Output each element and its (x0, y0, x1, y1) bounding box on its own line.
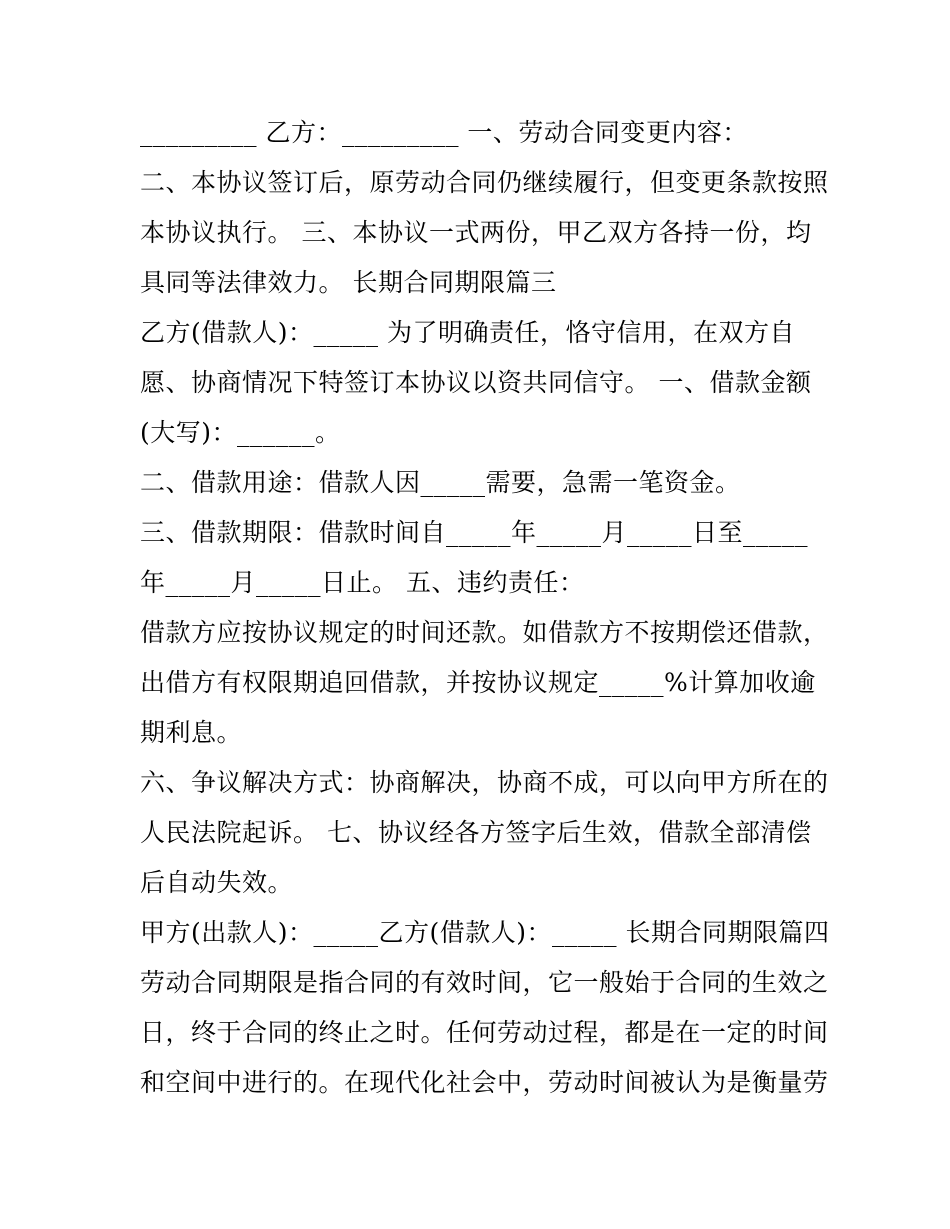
text-line: 本协议执行。 三、本协议一式两份，甲乙双方各持一份，均 (140, 218, 812, 247)
text-line: 借款方应按协议规定的时间还款。如借款方不按期偿还借款， (140, 618, 829, 647)
text-line: 具同等法律效力。 长期合同期限篇三 (140, 268, 557, 297)
text-line: 乙方(借款人)：_____ 为了明确责任，恪守信用，在双方自 (140, 318, 795, 347)
text-line: 甲方(出款人)：_____乙方(借款人)：_____ 长期合同期限篇四 (140, 918, 830, 947)
text-line: 年_____月_____日止。 五、违约责任： (140, 568, 585, 597)
document-body (140, 108, 830, 1108)
text-line: _________ 乙方：_________ 一、劳动合同变更内容： (140, 118, 748, 147)
text-line: 人民法院起诉。 七、协议经各方签字后生效，借款全部清偿 (140, 818, 812, 847)
text-line: (大写)：______。 (140, 418, 341, 447)
text-line: 和空间中进行的。在现代化社会中，劳动时间被认为是衡量劳 (140, 1068, 829, 1097)
text-line: 二、借款用途：借款人因_____需要，急需一笔资金。 (140, 468, 741, 497)
text-line: 劳动合同期限是指合同的有效时间，它一般始于合同的生效之 (140, 968, 829, 997)
text-line: 后自动失效。 (140, 868, 294, 897)
text-line: 愿、协商情况下特签订本协议以资共同信守。 一、借款金额 (140, 368, 812, 397)
text-line: 六、争议解决方式：协商解决，协商不成，可以向甲方所在的 (140, 768, 829, 797)
text-line: 二、本协议签订后，原劳动合同仍继续履行，但变更条款按照 (140, 168, 829, 197)
text-line: 三、借款期限：借款时间自_____年_____月_____日至_____ (140, 518, 809, 547)
document-page (140, 108, 830, 1108)
text-line: 日，终于合同的终止之时。任何劳动过程，都是在一定的时间 (140, 1018, 829, 1047)
text-line: 期利息。 (140, 718, 243, 747)
text-line: 出借方有权限期追回借款，并按协议规定_____%计算加收逾 (140, 668, 816, 697)
